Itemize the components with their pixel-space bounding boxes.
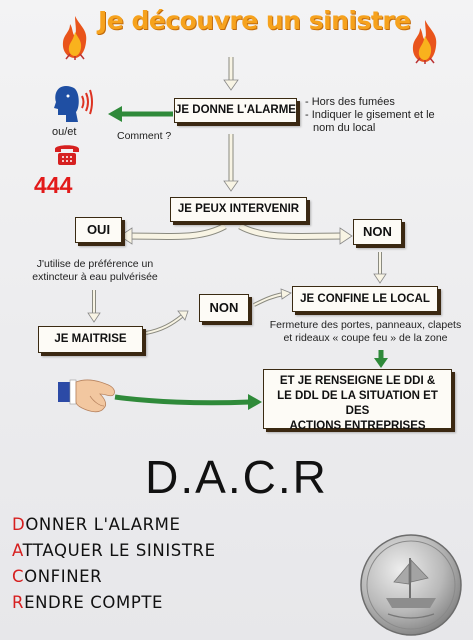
acronym-letter: R: [12, 593, 25, 612]
report-line-3: ACTIONS ENTREPRISES: [289, 420, 426, 432]
coin-medal-icon: [358, 532, 464, 638]
pointing-hand-icon: [56, 372, 118, 418]
confine-note-line-1: Fermeture des portes, panneaux, clapets: [269, 319, 462, 331]
acronym-word: TTAQUER LE SINISTRE: [22, 541, 216, 560]
report-line-1: ET JE RENSEIGNE LE DDI &: [279, 375, 436, 387]
speaking-person-icon: [48, 82, 94, 124]
report-line-2: LE DDL DE LA SITUATION ET DES: [277, 390, 438, 417]
telephone-icon: [52, 141, 82, 167]
acronym-word: ONFINER: [24, 567, 103, 586]
no-box-2: NON: [199, 294, 249, 322]
acronym-word: ONNER L'ALARME: [25, 515, 181, 534]
acronym-line-r: [12, 593, 163, 612]
acronym-word: ENDRE COMPTE: [24, 593, 164, 612]
acronym-line-a: [12, 541, 216, 560]
master-box: JE MAITRISE: [38, 326, 143, 353]
report-box: [263, 369, 452, 432]
acronym-line-d: [12, 515, 181, 534]
emergency-number: 444: [34, 172, 73, 198]
acronym-letter: C: [12, 567, 25, 586]
confine-box: JE CONFINE LE LOCAL: [292, 286, 438, 312]
or-label: ou/et: [52, 126, 77, 138]
extinguisher-note: [30, 258, 160, 284]
yes-box: OUI: [75, 217, 122, 243]
acronym-line-c: [12, 567, 102, 586]
intervene-box: JE PEUX INTERVENIR: [170, 197, 307, 222]
how-label: Comment ?: [117, 130, 172, 142]
confine-note-line-2: et rideaux « coupe feu » de la zone: [283, 332, 448, 344]
alarm-note-1: - Hors des fumées: [305, 96, 395, 108]
confine-note: [258, 319, 473, 345]
alarm-note-3: nom du local: [313, 122, 376, 134]
page-title: Je découvre un sinistre: [98, 6, 411, 35]
acronym-heading: D.A.C.R: [145, 451, 328, 503]
extinguisher-note-line-2: extincteur à eau pulvérisée: [32, 271, 158, 283]
alarm-notes: [305, 96, 435, 135]
alarm-box: JE DONNE L'ALARME: [174, 98, 297, 123]
extinguisher-note-line-1: J'utilise de préférence un: [36, 258, 154, 270]
acronym-letter: A: [12, 541, 23, 560]
acronym-letter: D: [12, 515, 26, 534]
no-box: NON: [353, 219, 402, 245]
alarm-note-2: - Indiquer le gisement et le: [305, 109, 435, 121]
